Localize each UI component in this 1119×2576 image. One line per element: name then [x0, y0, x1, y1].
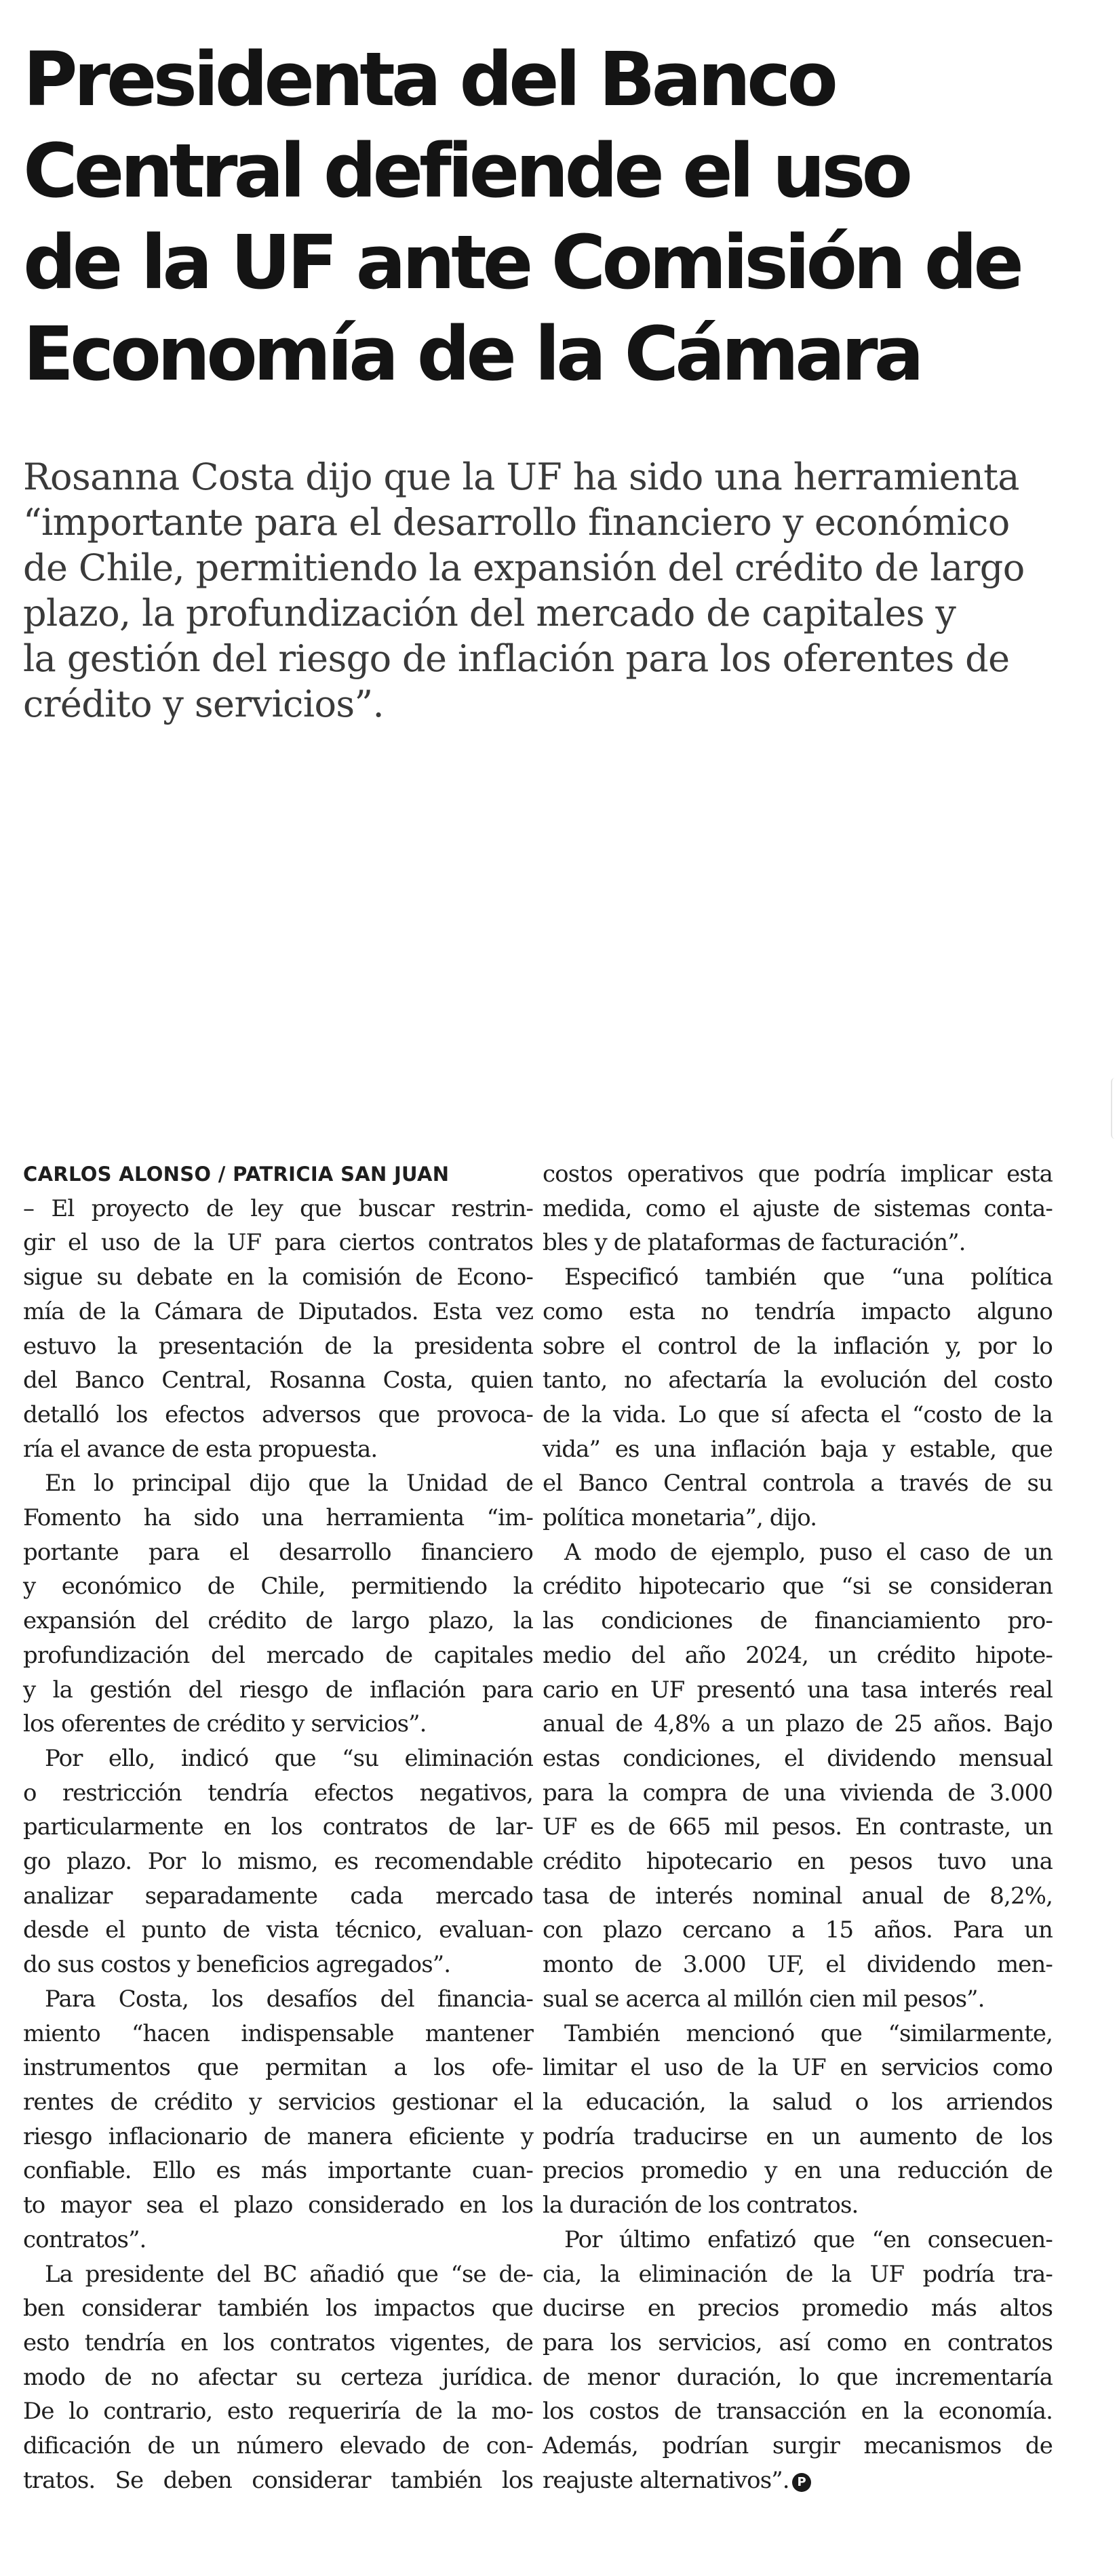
text-line: Especificó también que “una política — [564, 1264, 1053, 1291]
text-line: miento “hacen indispensable mantener — [23, 2019, 533, 2047]
text-line: La presidente del BC añadió que “se de- — [45, 2260, 533, 2288]
headline — [23, 34, 1081, 400]
body-column-right — [543, 1157, 1053, 2497]
paragraph — [543, 2017, 1053, 2223]
deck-line: Rosanna Costa dijo que la UF ha sido una herramienta — [23, 456, 1019, 498]
text-line: política monetaria”, dijo. — [543, 1504, 817, 1532]
text-line: estas condiciones, el dividendo mensual — [543, 1744, 1053, 1772]
headline-line: Central defiende el uso — [23, 127, 909, 214]
text-line — [543, 2463, 1053, 2498]
text-line: podría traducirse en un aumento de los — [543, 2122, 1053, 2150]
text-line: instrumentos que permitan a los ofe- — [23, 2054, 533, 2082]
text-line: Para Costa, los desafíos del financia- — [45, 1985, 533, 2013]
text-line: gir el uso de la UF para ciertos contratos — [23, 1229, 533, 1257]
text-line: – El proyecto de ley que buscar restrin- — [23, 1194, 533, 1222]
text-line: los costos de transacción en la economía. — [543, 2398, 1053, 2426]
text-line: particularmente en los contratos de lar- — [23, 1813, 533, 1841]
paragraph — [23, 1192, 533, 1467]
text-line: de menor duración, lo que incrementaría — [543, 2363, 1053, 2391]
text-line: los oferentes de crédito y servicios”. — [23, 1710, 427, 1738]
text-line: la educación, la salud o los arriendos — [543, 2088, 1053, 2116]
text-line: precios promedio y en una reducción de — [543, 2157, 1053, 2185]
paragraph — [543, 1260, 1053, 1535]
text-line: tasa de interés nominal anual de 8,2%, — [543, 1882, 1053, 1910]
text-line: ducirse en precios promedio más altos — [543, 2295, 1053, 2322]
text-line: de la vida. Lo que sí afecta el “costo de la — [543, 1401, 1053, 1428]
text-line: limitar el uso de la UF en servicios como — [543, 2054, 1053, 2082]
text-line: Por último enfatizó que “en consecuen- — [564, 2226, 1053, 2253]
article-end-icon: P — [792, 2473, 811, 2492]
text-line: sigue su debate en la comisión de Econo- — [23, 1264, 533, 1291]
text-line-last: reajuste alternativos”. — [543, 2466, 789, 2494]
text-line: estuvo la presentación de la presidenta — [23, 1332, 533, 1360]
text-line: También mencionó que “similarmente, — [564, 2019, 1053, 2047]
text-line: crédito hipotecario en pesos tuvo una — [543, 1848, 1053, 1876]
deck-line: crédito y servicios”. — [23, 683, 385, 725]
text-line: crédito hipotecario que “si se consideran — [543, 1573, 1053, 1601]
text-line: ría el avance de esta propuesta. — [23, 1435, 378, 1463]
text-line: De lo contrario, esto requeriría de la mo- — [23, 2398, 533, 2426]
text-line: y la gestión del riesgo de inflación para — [23, 1676, 533, 1704]
paragraph — [23, 1466, 533, 1742]
text-line: Además, podrían surgir mecanismos de — [543, 2432, 1053, 2460]
paragraph — [543, 2223, 1053, 2498]
text-line: el Banco Central controla a través de su — [543, 1470, 1053, 1497]
text-line: para los servicios, así como en contratos — [543, 2329, 1053, 2356]
text-line: como esta no tendría impacto alguno — [543, 1297, 1053, 1325]
text-line: tanto, no afectaría la evolución del costo — [543, 1367, 1053, 1394]
text-line: tratos. Se deben considerar también los — [23, 2466, 533, 2494]
text-line: expansión del crédito de largo plazo, la — [23, 1607, 533, 1635]
deck-line: plazo, la profundización del mercado de capitales y — [23, 592, 956, 635]
text-line: detalló los efectos adversos que provoca- — [23, 1401, 533, 1428]
text-line: UF es de 665 mil pesos. En contraste, un — [543, 1813, 1053, 1841]
text-line: dificación de un número elevado de con- — [23, 2432, 533, 2460]
text-line: sobre el control de la inflación y, por lo — [543, 1332, 1053, 1360]
text-line: Por ello, indicó que “su eliminación — [45, 1744, 533, 1772]
deck-line: la gestión del riesgo de inflación para los oferentes de — [23, 637, 1010, 680]
text-line: portante para el desarrollo financiero — [23, 1538, 533, 1566]
text-line: Fomento ha sido una herramienta “im- — [23, 1504, 533, 1532]
text-line: del Banco Central, Rosanna Costa, quien — [23, 1367, 533, 1394]
text-line: rentes de crédito y servicios gestionar el — [23, 2088, 533, 2116]
text-line: ben considerar también los impactos que — [23, 2295, 533, 2322]
text-line: para la compra de una vivienda de 3.000 — [543, 1779, 1053, 1807]
text-line: medida, como el ajuste de sistemas conta- — [543, 1194, 1053, 1222]
deck-line: “importante para el desarrollo financiero y económico — [23, 501, 1010, 544]
text-line: cia, la eliminación de la UF podría tra- — [543, 2260, 1053, 2288]
paragraph — [23, 2257, 533, 2498]
text-line: contratos”. — [23, 2226, 146, 2253]
text-line: En lo principal dijo que la Unidad de — [45, 1470, 533, 1497]
headline-line: Economía de la Cámara — [23, 310, 920, 397]
text-line: costos operativos que podría implicar esta — [543, 1161, 1053, 1188]
text-line: anual de 4,8% a un plazo de 25 años. Bajo — [543, 1710, 1053, 1738]
text-line: analizar separadamente cada mercado — [23, 1882, 533, 1910]
text-line: y económico de Chile, permitiendo la — [23, 1573, 533, 1601]
text-line: cario en UF presentó una tasa interés real — [543, 1676, 1053, 1704]
text-line: sual se acerca al millón cien mil pesos”. — [543, 1985, 985, 2013]
page-edge-tab — [1111, 1078, 1119, 1139]
text-line: A modo de ejemplo, puso el caso de un — [564, 1538, 1053, 1566]
text-line: profundización del mercado de capitales — [23, 1641, 533, 1669]
text-line: esto tendría en los contratos vigentes, de — [23, 2329, 533, 2356]
text-line: con plazo cercano a 15 años. Para un — [543, 1916, 1053, 1944]
text-line: do sus costos y beneficios agregados”. — [23, 1951, 451, 1979]
text-line: go plazo. Por lo mismo, es recomendable — [23, 1848, 533, 1876]
text-line: o restricción tendría efectos negativos, — [23, 1779, 533, 1807]
text-line: desde el punto de vista técnico, evaluan- — [23, 1916, 533, 1944]
text-line: monto de 3.000 UF, el dividendo men- — [543, 1951, 1053, 1979]
headline-line: Presidenta del Banco — [23, 36, 834, 123]
deck-subtitle — [23, 454, 1081, 727]
paragraph — [543, 1157, 1053, 1260]
text-line: riesgo inflacionario de manera eficiente y — [23, 2122, 533, 2150]
text-line: vida” es una inflación baja y estable, que — [543, 1435, 1053, 1463]
text-line: mía de la Cámara de Diputados. Esta vez — [23, 1297, 533, 1325]
text-line: to mayor sea el plazo considerado en los — [23, 2192, 533, 2219]
paragraph — [23, 1742, 533, 1982]
text-line: bles y de plataformas de facturación”. — [543, 1229, 966, 1257]
paragraph — [23, 1982, 533, 2257]
text-line: medio del año 2024, un crédito hipote- — [543, 1641, 1053, 1669]
text-line: modo de no afectar su certeza jurídica. — [23, 2363, 533, 2391]
text-line: confiable. Ello es más importante cuan- — [23, 2157, 533, 2185]
text-line: las condiciones de financiamiento pro- — [543, 1607, 1053, 1635]
body-column-left — [23, 1157, 533, 2497]
deck-line: de Chile, permitiendo la expansión del crédito de largo — [23, 546, 1025, 589]
byline: CARLOS ALONSO / PATRICIA SAN JUAN — [23, 1163, 450, 1186]
text-line: la duración de los contratos. — [543, 2192, 859, 2219]
headline-line: de la UF ante Comisión de — [23, 219, 1020, 306]
paragraph — [543, 1535, 1053, 2017]
